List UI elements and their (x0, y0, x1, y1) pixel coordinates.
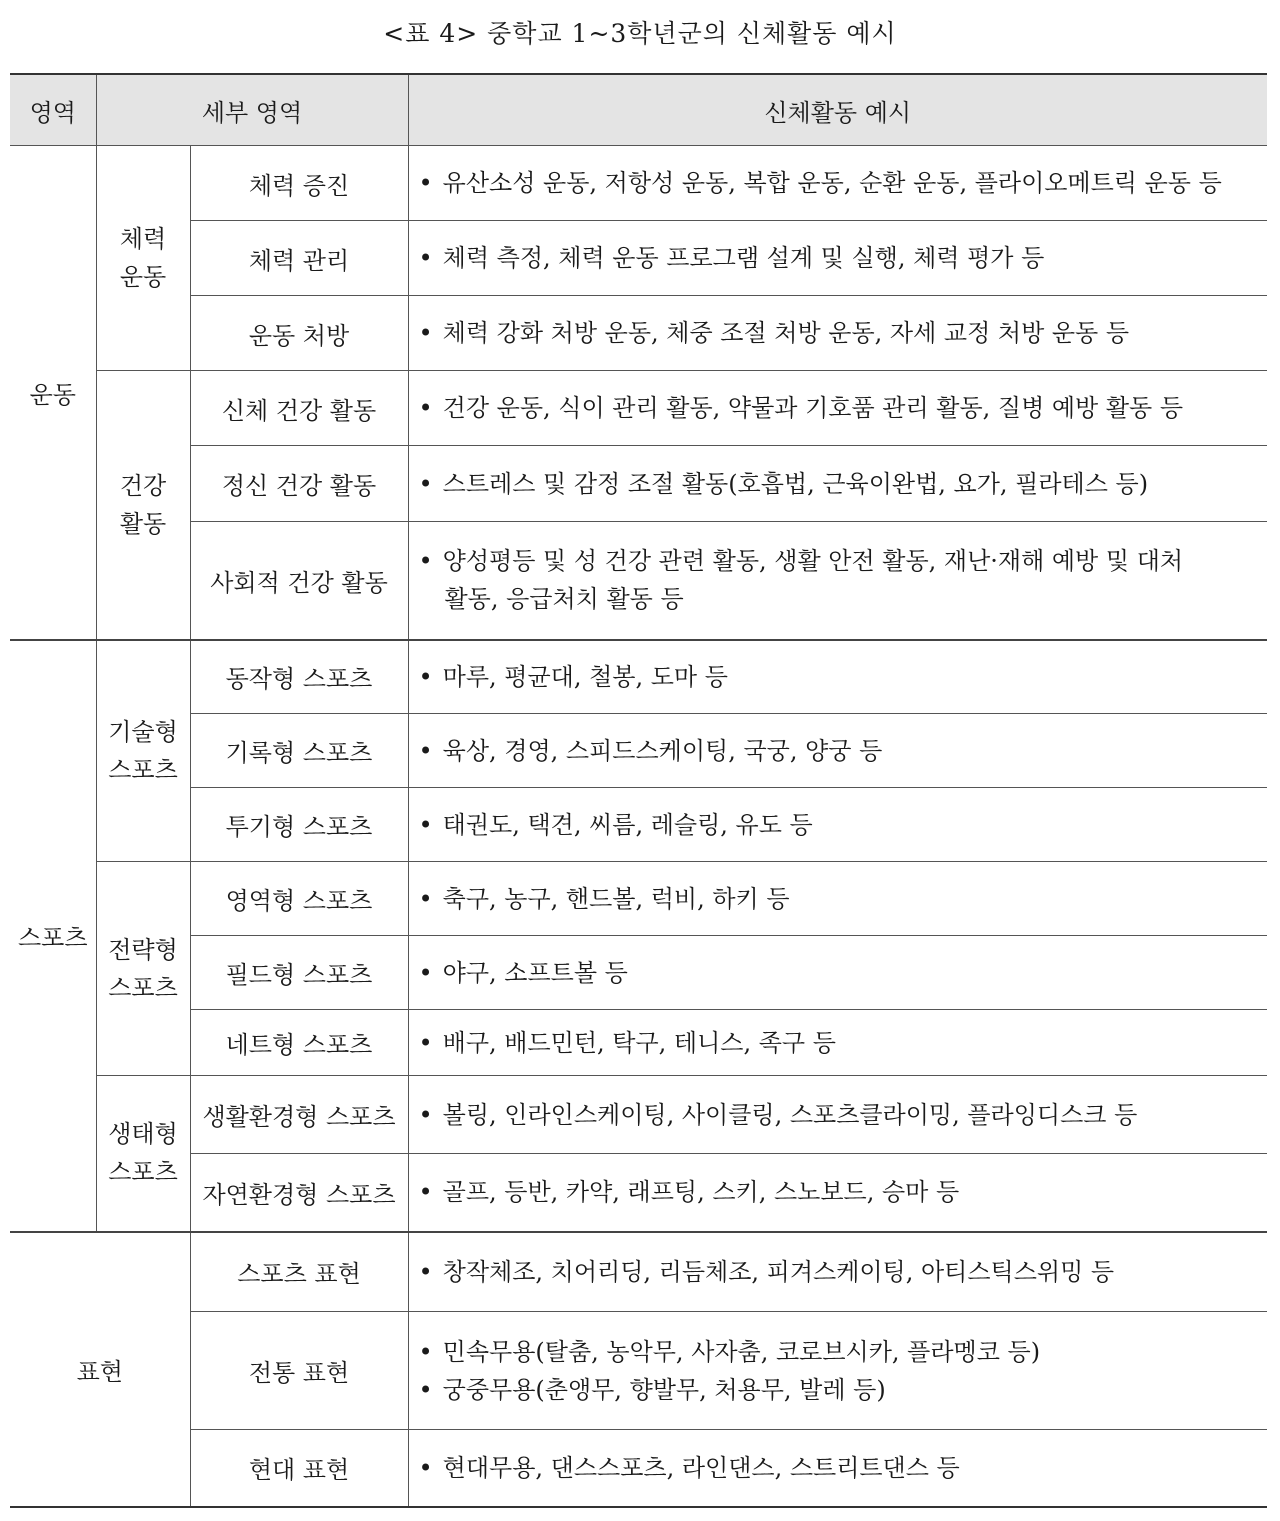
table-row (10, 446, 1267, 522)
example-cell: • 축구, 농구, 핸드볼, 럭비, 하키 등 (408, 862, 1267, 936)
table-row (10, 788, 1267, 862)
example-cell: • 현대무용, 댄스스포츠, 라인댄스, 스트리트댄스 등 (408, 1430, 1267, 1507)
example-cell: • 체력 강화 처방 운동, 체중 조절 처방 운동, 자세 교정 처방 운동 등 (408, 296, 1267, 371)
example-cell: • 볼링, 인라인스케이팅, 사이클링, 스포츠클라이밍, 플라잉디스크 등 (408, 1076, 1267, 1154)
example-cell: • 태권도, 택견, 씨름, 레슬링, 유도 등 (408, 788, 1267, 862)
example-cell: • 마루, 평균대, 철봉, 도마 등 (408, 640, 1267, 714)
sub-area-strategic-sports: 전략형 스포츠 (96, 862, 190, 1076)
example-cell: • 창작체조, 치어리딩, 리듬체조, 피겨스케이팅, 아티스틱스위밍 등 (408, 1232, 1267, 1312)
detail-cell: 정신 건강 활동 (190, 446, 408, 522)
area-cell-expression: 표현 (10, 1232, 190, 1507)
detail-cell: 사회적 건강 활동 (190, 522, 408, 640)
table-row (10, 296, 1267, 371)
detail-cell: 동작형 스포츠 (190, 640, 408, 714)
detail-cell: 스포츠 표현 (190, 1232, 408, 1312)
physical-activity-table (10, 73, 1267, 1508)
detail-cell: 생활환경형 스포츠 (190, 1076, 408, 1154)
example-cell: • 건강 운동, 식이 관리 활동, 약물과 기호품 관리 활동, 질병 예방 활동 등 (408, 371, 1267, 446)
detail-cell: 신체 건강 활동 (190, 371, 408, 446)
example-cell: • 체력 측정, 체력 운동 프로그램 설계 및 실행, 체력 평가 등 (408, 221, 1267, 296)
sub-area-ecological-sports: 생태형 스포츠 (96, 1076, 190, 1232)
header-examples: 신체활동 예시 (408, 74, 1267, 146)
header-sub-area: 세부 영역 (96, 74, 408, 146)
table-row (10, 640, 1267, 714)
detail-cell: 필드형 스포츠 (190, 936, 408, 1010)
sub-area-health-activity: 건강 활동 (96, 371, 190, 640)
detail-cell: 현대 표현 (190, 1430, 408, 1507)
table-row (10, 1312, 1267, 1430)
detail-cell: 기록형 스포츠 (190, 714, 408, 788)
detail-cell: 체력 증진 (190, 146, 408, 221)
table-row (10, 371, 1267, 446)
table-row (10, 522, 1267, 640)
sub-area-fitness-exercise: 체력 운동 (96, 146, 190, 371)
example-cell: • 스트레스 및 감정 조절 활동(호흡법, 근육이완법, 요가, 필라테스 등) (408, 446, 1267, 522)
detail-cell: 영역형 스포츠 (190, 862, 408, 936)
example-cell: • 양성평등 및 성 건강 관련 활동, 생활 안전 활동, 재난·재해 예방 및 대처 활동, 응급처치 활동 등 (408, 522, 1267, 640)
detail-cell: 자연환경형 스포츠 (190, 1154, 408, 1232)
example-cell: • 골프, 등반, 카약, 래프팅, 스키, 스노보드, 승마 등 (408, 1154, 1267, 1232)
table-row (10, 221, 1267, 296)
table-row (10, 1232, 1267, 1312)
table-row (10, 1010, 1267, 1076)
table-header-row (10, 74, 1267, 146)
table-row (10, 714, 1267, 788)
table-row (10, 936, 1267, 1010)
area-cell-exercise: 운동 (10, 146, 96, 640)
example-cell: • 유산소성 운동, 저항성 운동, 복합 운동, 순환 운동, 플라이오메트릭 운동 등 (408, 146, 1267, 221)
sub-area-technical-sports: 기술형 스포츠 (96, 640, 190, 862)
area-cell-sports: 스포츠 (10, 640, 96, 1232)
table-row (10, 1154, 1267, 1232)
detail-cell: 체력 관리 (190, 221, 408, 296)
example-cell: • 육상, 경영, 스피드스케이팅, 국궁, 양궁 등 (408, 714, 1267, 788)
table-row (10, 1076, 1267, 1154)
example-cell: • 민속무용(탈춤, 농악무, 사자춤, 코로브시카, 플라멩코 등) • 궁중무용(춘앵무, 향발무, 처용무, 발레 등) (408, 1312, 1267, 1430)
header-area: 영역 (10, 74, 96, 146)
table-row (10, 146, 1267, 221)
table-row (10, 1430, 1267, 1507)
example-cell: • 배구, 배드민턴, 탁구, 테니스, 족구 등 (408, 1010, 1267, 1076)
table-row (10, 862, 1267, 936)
detail-cell: 운동 처방 (190, 296, 408, 371)
detail-cell: 투기형 스포츠 (190, 788, 408, 862)
detail-cell: 네트형 스포츠 (190, 1010, 408, 1076)
table-title: <표 4> 중학교 1~3학년군의 신체활동 예시 (383, 19, 897, 48)
example-cell: • 야구, 소프트볼 등 (408, 936, 1267, 1010)
detail-cell: 전통 표현 (190, 1312, 408, 1430)
